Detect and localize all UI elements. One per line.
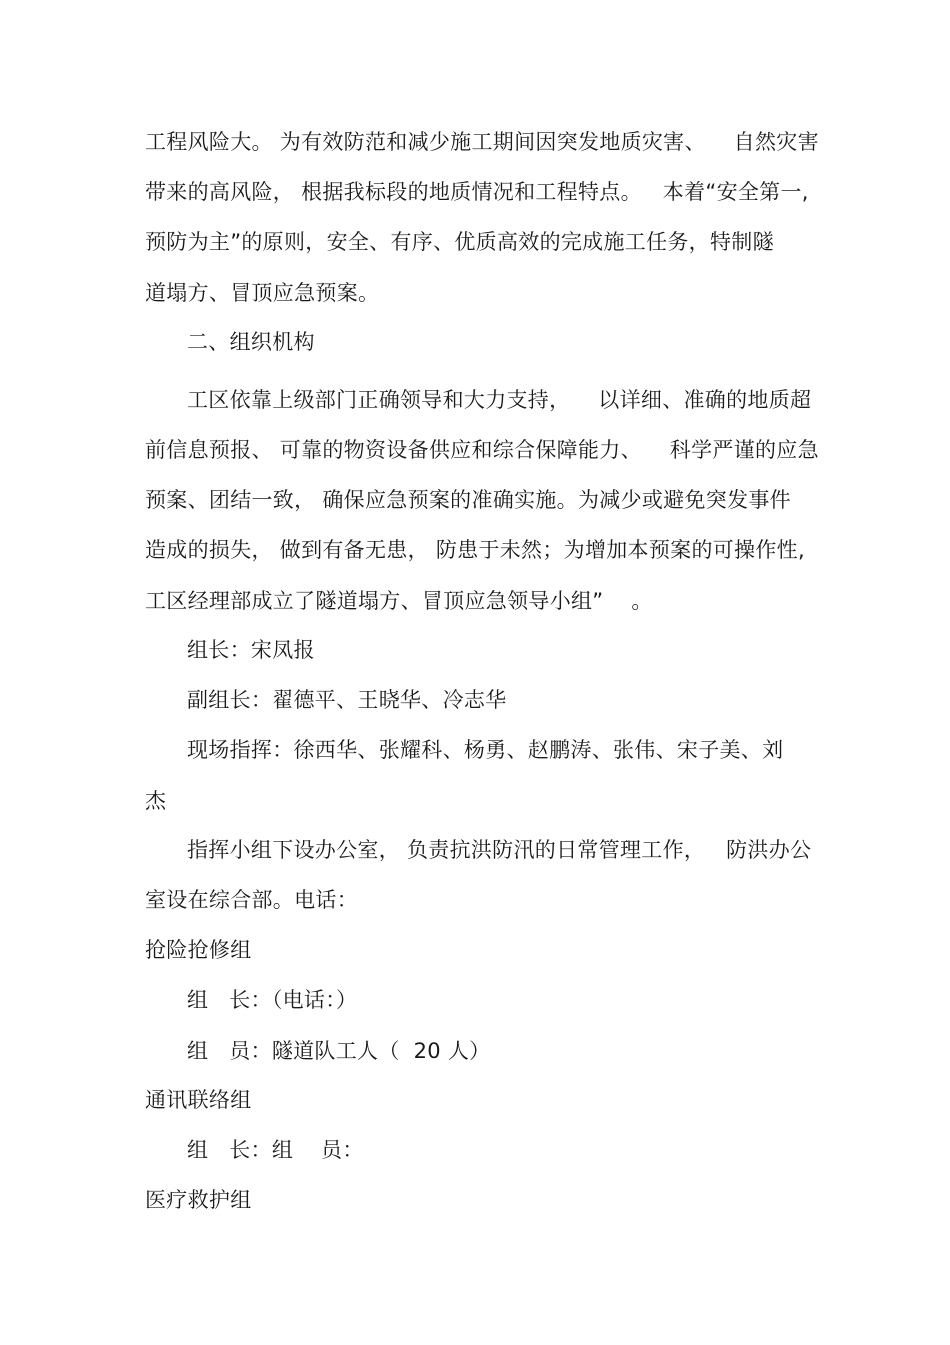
field-command-line: 现场指挥：徐西华、张耀科、杨勇、赵鹏涛、张伟、宋子美、刘 xyxy=(187,738,784,762)
deputy-leader-line: 副组长：翟德平、王晓华、冷志华 xyxy=(187,688,507,712)
paragraph-line: 室设在综合部。电话： xyxy=(145,888,358,912)
group-leader-line: 组 长：（电话：） xyxy=(187,988,358,1012)
leader-line: 组长：宋凤报 xyxy=(187,638,315,662)
group-leader-line: 组 长：组 员： xyxy=(187,1138,364,1162)
group-heading: 医疗救护组 xyxy=(145,1188,252,1212)
paragraph-line: 预案、团结一致， 确保应急预案的准确实施。为减少或避免突发事件 xyxy=(145,488,791,512)
paragraph-line: 造成的损失， 做到有备无患， 防患于未然；为增加本预案的可操作性, xyxy=(145,538,805,562)
paragraph-line: 带来的高风险， 根据我标段的地质情况和工程特点。 本着“安全第一, xyxy=(145,180,809,204)
group-heading: 通讯联络组 xyxy=(145,1088,252,1112)
paragraph-line: 预防为主”的原则，安全、有序、优质高效的完成施工任务，特制隧 xyxy=(145,230,774,254)
paragraph-line: 道塌方、冒顶应急预案。 xyxy=(145,281,380,305)
paragraph-line: 工区经理部成立了隧道塌方、冒顶应急领导小组” 。 xyxy=(145,589,653,613)
paragraph-line: 前信息预报、 可靠的物资设备供应和综合保障能力、 科学严谨的应急 xyxy=(145,438,819,462)
section-heading: 二、组织机构 xyxy=(187,330,315,354)
paragraph-line: 指挥小组下设办公室， 负责抗洪防汛的日常管理工作， 防洪办公 xyxy=(187,838,812,862)
field-command-line-continued: 杰 xyxy=(145,789,167,813)
group-heading: 抢险抢修组 xyxy=(145,938,252,962)
paragraph-line: 工程风险大。 为有效防范和减少施工期间因突发地质灾害、 自然灾害 xyxy=(145,130,819,154)
paragraph-line: 工区依靠上级部门正确领导和大力支持， 以详细、准确的地质超 xyxy=(187,388,812,412)
group-member-line: 组 员：隧道队工人（ 20 人） xyxy=(187,1039,491,1063)
